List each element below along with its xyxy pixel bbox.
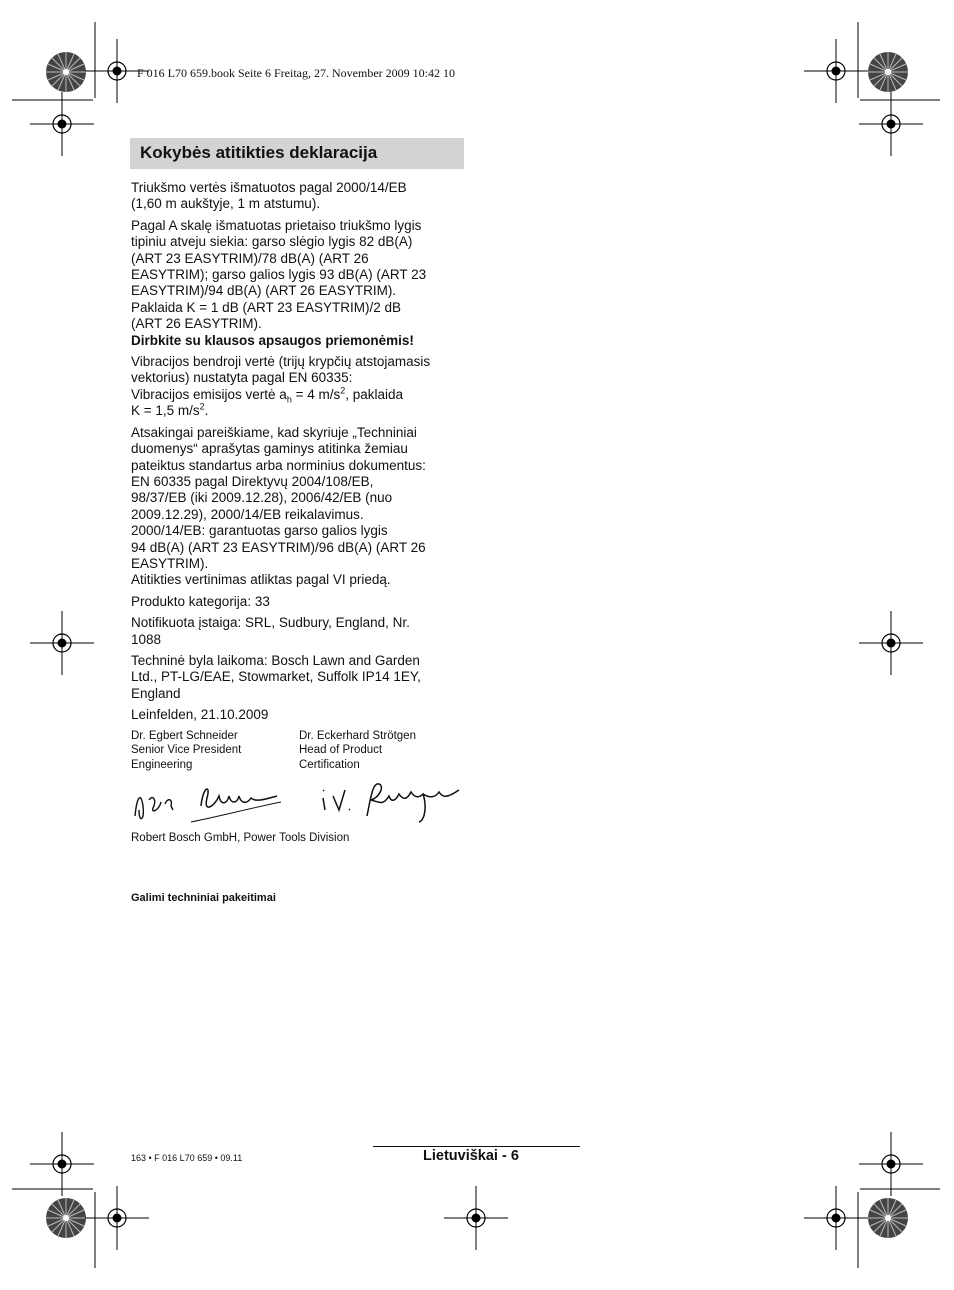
text-line: tipiniu atveju siekia: garso slėgio lygis 82 dB(A) (131, 234, 413, 250)
text-fragment: = 4 m/s (291, 386, 341, 402)
superscript: 2 (199, 401, 205, 412)
section-title: Kokybės atitikties deklaracija (140, 143, 378, 162)
text-line: pateiktus standartus arba norminius dokumentus: (131, 457, 426, 473)
vibration-emission-line (131, 387, 467, 403)
vibration-paragraph (131, 354, 467, 420)
text-line: 2000/14/EB: garantuotas garso galios lygis (131, 523, 388, 539)
notified-body-paragraph (131, 615, 467, 648)
signatory-line: Head of Product (299, 744, 383, 757)
text-fragment: . (204, 403, 209, 419)
sound-levels-paragraph (131, 218, 467, 349)
signatories (131, 729, 467, 773)
subscript: h (286, 394, 292, 405)
text-line: (ART 26 EASYTRIM). (131, 316, 262, 332)
signatory-line: Dr. Eckerhard Strötgen (299, 729, 416, 742)
vibration-uncertainty-line (131, 403, 467, 419)
product-category (131, 594, 467, 610)
declaration-body (131, 180, 467, 847)
text-line: Atsakingai pareiškiame, kad skyriuje „Techniniai (131, 424, 417, 440)
text-line: Techninė byla laikoma: Bosch Lawn and Garden (131, 652, 420, 668)
text-line: Triukšmo vertės išmatuotos pagal 2000/14/EB (131, 180, 407, 195)
signatory-1 (131, 729, 299, 773)
declaration-paragraph (131, 425, 467, 589)
text-line: (1,60 m aukštyje, 1 m atstumu). (131, 196, 321, 212)
text-line: duomenys“ aprašytas gaminys atitinka žemiau (131, 441, 408, 457)
text-fragment: Vibracijos emisijos vertė a (131, 386, 287, 402)
technical-file-paragraph (131, 653, 467, 702)
text-line: Pagal A skalę išmatuotas prietaiso triukšmo lygis (131, 217, 422, 233)
text-line: Atitikties vertinimas atliktas pagal VI priedą. (131, 572, 391, 588)
signatory-line: Certification (299, 758, 360, 771)
text-fragment: , paklaida (345, 386, 404, 402)
text-line: Paklaida K = 1 dB (ART 23 EASYTRIM)/2 dB (131, 299, 401, 315)
text-line: vektorius) nustatyta pagal EN 60335: (131, 370, 353, 386)
text-line: Vibracijos bendroji vertė (trijų krypčių atstojamasis (131, 354, 431, 370)
text-line: Produkto kategorija: 33 (131, 593, 270, 609)
superscript: 2 (340, 385, 346, 396)
text-line: 98/37/EB (iki 2009.12.28), 2006/42/EB (nuo (131, 490, 393, 506)
text-line: EASYTRIM); garso galios lygis 93 dB(A) (ART 23 (131, 267, 427, 283)
footer-divider (373, 1146, 580, 1147)
section-heading-box (130, 138, 464, 169)
text-line: Leinfelden, 21.10.2009 (131, 707, 269, 723)
page-number-label: Lietuviškai - 6 (423, 1148, 519, 1164)
place-date (131, 707, 467, 723)
signatory-line: Engineering (131, 758, 193, 771)
signature-stroetgen (319, 776, 469, 828)
text-line: Notifikuota įstaiga: SRL, Sudbury, England, Nr. (131, 615, 410, 631)
print-header: F 016 L70 659.book Seite 6 Freitag, 27. November 2009 10:42 10 (137, 66, 455, 80)
signatory-2 (299, 729, 467, 773)
hearing-protection-warning: Dirbkite su klausos apsaugos priemonėmis! (131, 332, 414, 348)
text-line: (ART 23 EASYTRIM)/78 dB(A) (ART 26 (131, 250, 369, 266)
text-line: Ltd., PT-LG/EAE, Stowmarket, Suffolk IP14 1EY, (131, 669, 421, 685)
text-line: EASYTRIM). (131, 555, 209, 571)
text-fragment: K = 1,5 m/s (131, 403, 200, 419)
subject-to-change-note: Galimi techniniai pakeitimai (131, 892, 276, 904)
text-line: 94 dB(A) (ART 23 EASYTRIM)/96 dB(A) (ART 26 (131, 539, 426, 555)
signature-schneider (131, 776, 281, 828)
noise-paragraph (131, 180, 467, 213)
text-line: EN 60335 pagal Direktyvų 2004/108/EB, (131, 473, 374, 489)
text-line: England (131, 685, 181, 701)
signatures (131, 776, 467, 828)
signatory-line: Senior Vice President (131, 744, 242, 757)
footer-print-code: 163 • F 016 L70 659 • 09.11 (131, 1153, 243, 1163)
text-line: 2009.12.29), 2000/14/EB reikalavimus. (131, 506, 364, 522)
text-line: EASYTRIM)/94 dB(A) (ART 26 EASYTRIM). (131, 283, 397, 299)
signatory-line: Dr. Egbert Schneider (131, 729, 238, 742)
company-name: Robert Bosch GmbH, Power Tools Division (131, 832, 350, 845)
text-line: 1088 (131, 631, 162, 647)
